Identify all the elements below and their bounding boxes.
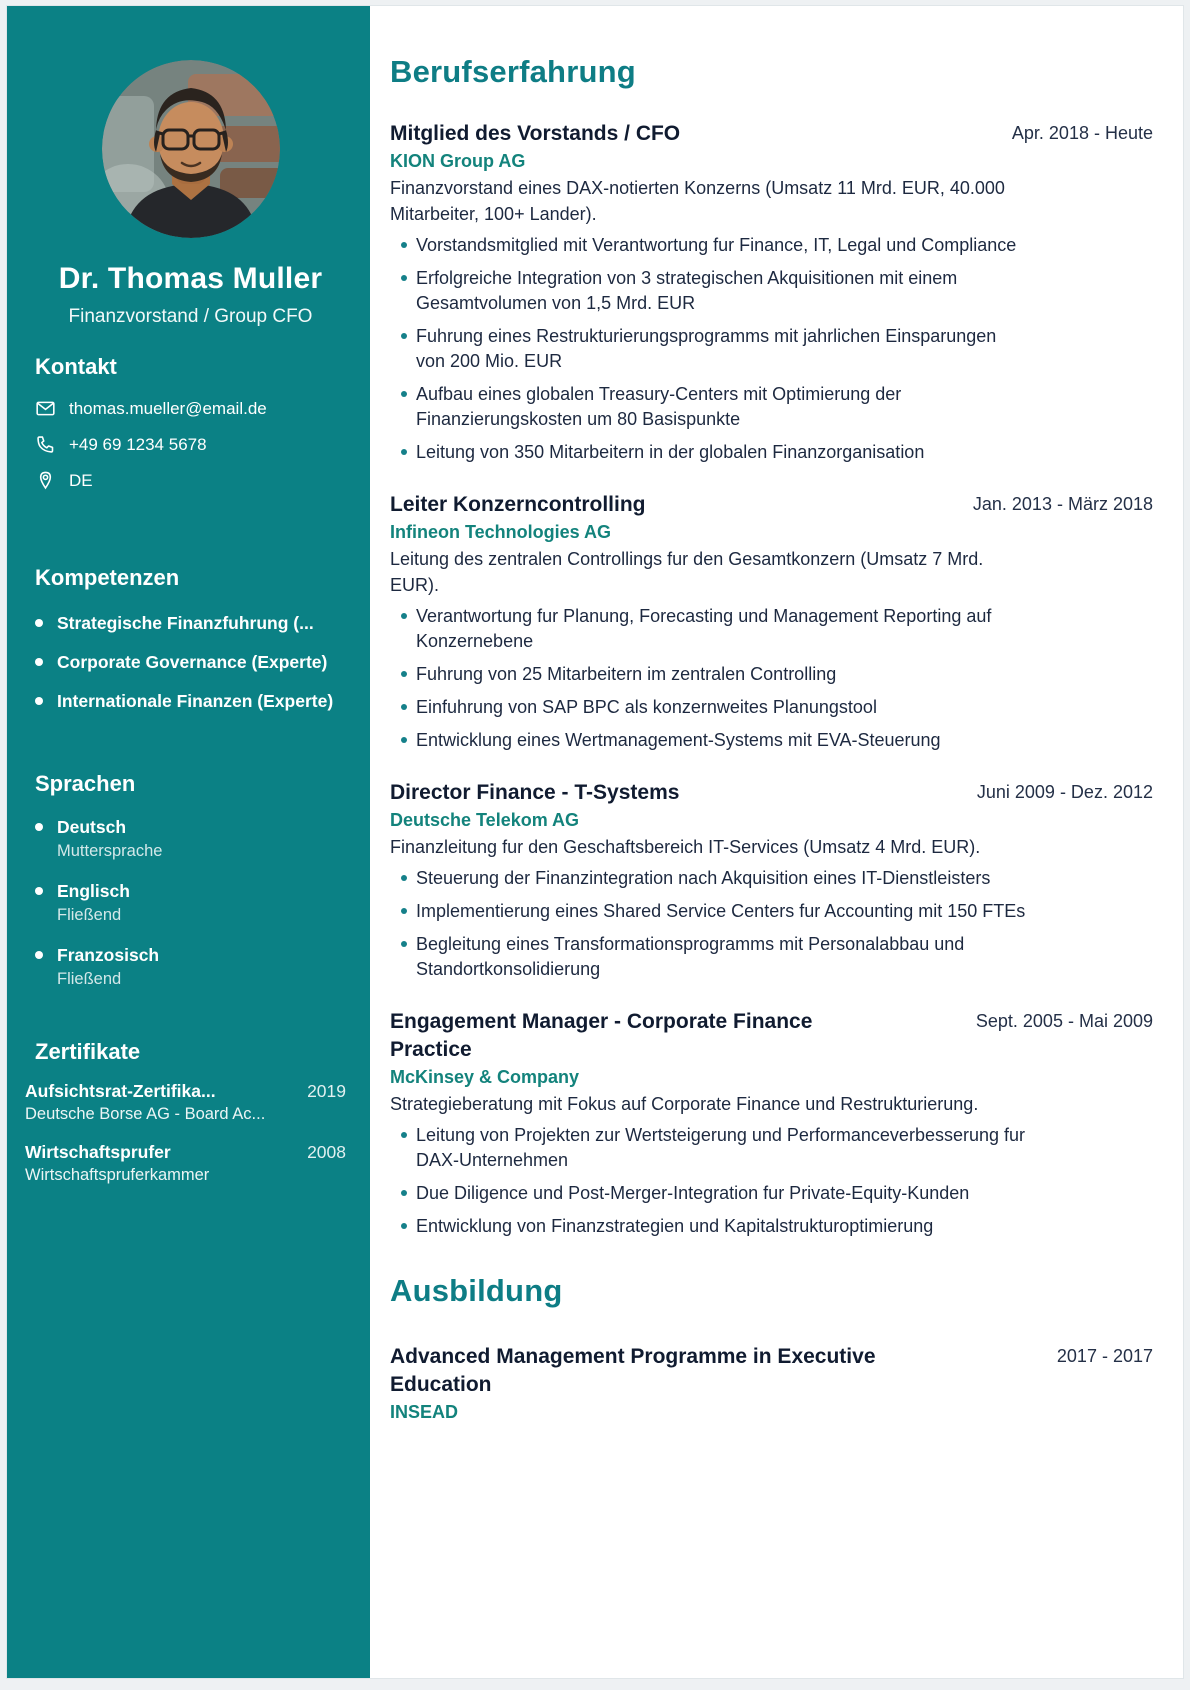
contact-location: DE	[69, 470, 93, 490]
education-school: INSEAD	[390, 1402, 459, 1422]
language-item	[35, 879, 346, 925]
job-bullet: Leitung von Projekten zur Wertsteigerung und Performanceverbesserung fur DAX-Unternehmen	[390, 1123, 1030, 1173]
sidebar	[7, 6, 370, 1678]
contact-location-row	[35, 470, 346, 491]
job-bullet: Steuerung der Finanzintegration nach Akquisition eines IT-Dienstleisters	[390, 866, 1030, 891]
languages-list	[35, 815, 346, 989]
person-job-title: Finanzvorstand / Group CFO	[68, 306, 313, 327]
job-bullet: Erfolgreiche Integration von 3 strategischen Akquisitionen mit einem Gesamtvolumen von 1,5 Mrd. EUR	[390, 266, 1030, 316]
certificate-name: Wirtschaftsprufer	[25, 1142, 171, 1162]
certificate-item	[25, 1081, 346, 1124]
contact-list	[35, 398, 346, 491]
job-bullet: Begleitung eines Transformationsprogramms mit Personalabbau und Standortkonsolidierung	[390, 932, 1030, 982]
job-company: KION Group AG	[390, 151, 526, 171]
certificate-org: Wirtschaftspruferkammer	[25, 1166, 210, 1184]
phone-icon	[35, 434, 56, 455]
job-date-range: Jan. 2013 - März 2018	[972, 494, 1153, 514]
job-title: Director Finance - T-Systems	[390, 781, 680, 804]
competency-label: Internationale Finanzen (Experte)	[57, 691, 334, 711]
job-bullet: Leitung von 350 Mitarbeitern in der globalen Finanzorganisation	[390, 440, 1030, 465]
bullet-dot-icon	[35, 887, 43, 895]
language-level: Muttersprache	[57, 842, 163, 860]
certificate-item	[25, 1142, 346, 1185]
experience-section-heading: Berufserfahrung	[390, 54, 636, 89]
certificates-list	[25, 1081, 346, 1185]
bullet-dot-icon	[35, 697, 43, 705]
certificate-name: Aufsichtsrat-Zertifika...	[25, 1081, 216, 1101]
job-company: McKinsey & Company	[390, 1067, 580, 1087]
competency-label: Strategische Finanzfuhrung (...	[57, 613, 314, 633]
main-content	[370, 6, 1183, 1678]
education-date-range: 2017 - 2017	[1056, 1346, 1153, 1366]
competencies-list	[35, 611, 346, 713]
certificate-year: 2008	[307, 1142, 346, 1162]
job-title: Engagement Manager - Corporate Finance Practice	[390, 1010, 813, 1061]
experience-entry	[390, 491, 1153, 753]
job-company: Deutsche Telekom AG	[390, 810, 580, 830]
job-date-range: Apr. 2018 - Heute	[1011, 123, 1153, 143]
certificate-year: 2019	[307, 1081, 346, 1101]
certificates-heading: Zertifikate	[35, 1039, 141, 1064]
job-bullet: Entwicklung eines Wertmanagement-Systems mit EVA-Steuerung	[390, 728, 1030, 753]
person-name: Dr. Thomas Muller	[58, 262, 323, 295]
contact-email: thomas.mueller@email.de	[69, 398, 267, 418]
job-bullet: Implementierung eines Shared Service Centers fur Accounting mit 150 FTEs	[390, 899, 1030, 924]
job-bullet-list	[390, 233, 1153, 465]
job-bullet: Einfuhrung von SAP BPC als konzernweites Planungstool	[390, 695, 1030, 720]
job-date-range: Juni 2009 - Dez. 2012	[976, 782, 1153, 802]
job-bullet: Due Diligence und Post-Merger-Integration fur Private-Equity-Kunden	[390, 1181, 1030, 1206]
job-title: Leiter Konzerncontrolling	[390, 493, 646, 516]
job-bullet-list	[390, 1123, 1153, 1239]
competencies-heading: Kompetenzen	[35, 565, 180, 590]
language-name: Franzosisch	[57, 945, 160, 965]
bullet-dot-icon	[35, 823, 43, 831]
education-title: Advanced Management Programme in Executive Education	[390, 1345, 876, 1396]
contact-phone: +49 69 1234 5678	[69, 434, 207, 454]
languages-heading: Sprachen	[35, 771, 136, 796]
contact-email-row	[35, 398, 346, 419]
contact-heading: Kontakt	[35, 354, 117, 379]
competency-item	[35, 650, 346, 674]
education-section-heading: Ausbildung	[390, 1273, 563, 1308]
certificate-org: Deutsche Borse AG - Board Ac...	[25, 1105, 266, 1123]
language-name: Englisch	[57, 881, 130, 901]
competency-label: Corporate Governance (Experte)	[57, 652, 328, 672]
bullet-dot-icon	[35, 619, 43, 627]
language-level: Fließend	[57, 906, 122, 924]
mail-icon	[35, 398, 56, 419]
contact-phone-row	[35, 434, 346, 455]
experience-entry	[390, 779, 1153, 982]
job-summary: Leitung des zentralen Controllings fur den Gesamtkonzern (Umsatz 7 Mrd. EUR).	[390, 549, 984, 595]
job-bullet-list	[390, 604, 1153, 753]
language-level: Fließend	[57, 970, 122, 988]
job-bullet: Verantwortung fur Planung, Forecasting und Management Reporting auf Konzernebene	[390, 604, 1030, 654]
job-date-range: Sept. 2005 - Mai 2009	[975, 1011, 1153, 1031]
education-entry	[390, 1343, 1153, 1423]
job-summary: Finanzleitung fur den Geschaftsbereich IT-Services (Umsatz 4 Mrd. EUR).	[390, 837, 981, 857]
job-bullet: Fuhrung von 25 Mitarbeitern im zentralen Controlling	[390, 662, 1030, 687]
competency-item	[35, 689, 346, 713]
job-bullet-list	[390, 866, 1153, 982]
job-summary: Strategieberatung mit Fokus auf Corporate Finance und Restrukturierung.	[390, 1094, 979, 1114]
bullet-dot-icon	[35, 658, 43, 666]
job-title: Mitglied des Vorstands / CFO	[390, 122, 681, 145]
profile-photo	[102, 60, 280, 238]
avatar-container	[35, 60, 346, 238]
job-company: Infineon Technologies AG	[390, 522, 612, 542]
job-summary: Finanzvorstand eines DAX-notierten Konzerns (Umsatz 11 Mrd. EUR, 40.000 Mitarbeiter, 100+ Lander).	[390, 178, 1005, 224]
language-item	[35, 815, 346, 861]
bullet-dot-icon	[35, 951, 43, 959]
job-bullet: Entwicklung von Finanzstrategien und Kapitalstrukturoptimierung	[390, 1214, 1030, 1239]
experience-entry	[390, 120, 1153, 465]
experience-entry	[390, 1008, 1153, 1239]
job-bullet: Fuhrung eines Restrukturierungsprogramms mit jahrlichen Einsparungen von 200 Mio. EUR	[390, 324, 1030, 374]
competency-item	[35, 611, 346, 635]
language-item	[35, 943, 346, 989]
resume-page	[7, 6, 1183, 1678]
job-bullet: Aufbau eines globalen Treasury-Centers mit Optimierung der Finanzierungskosten um 80 Basispunkte	[390, 382, 1030, 432]
job-bullet: Vorstandsmitglied mit Verantwortung fur Finance, IT, Legal und Compliance	[390, 233, 1030, 258]
language-name: Deutsch	[57, 817, 127, 837]
location-pin-icon	[35, 470, 56, 491]
